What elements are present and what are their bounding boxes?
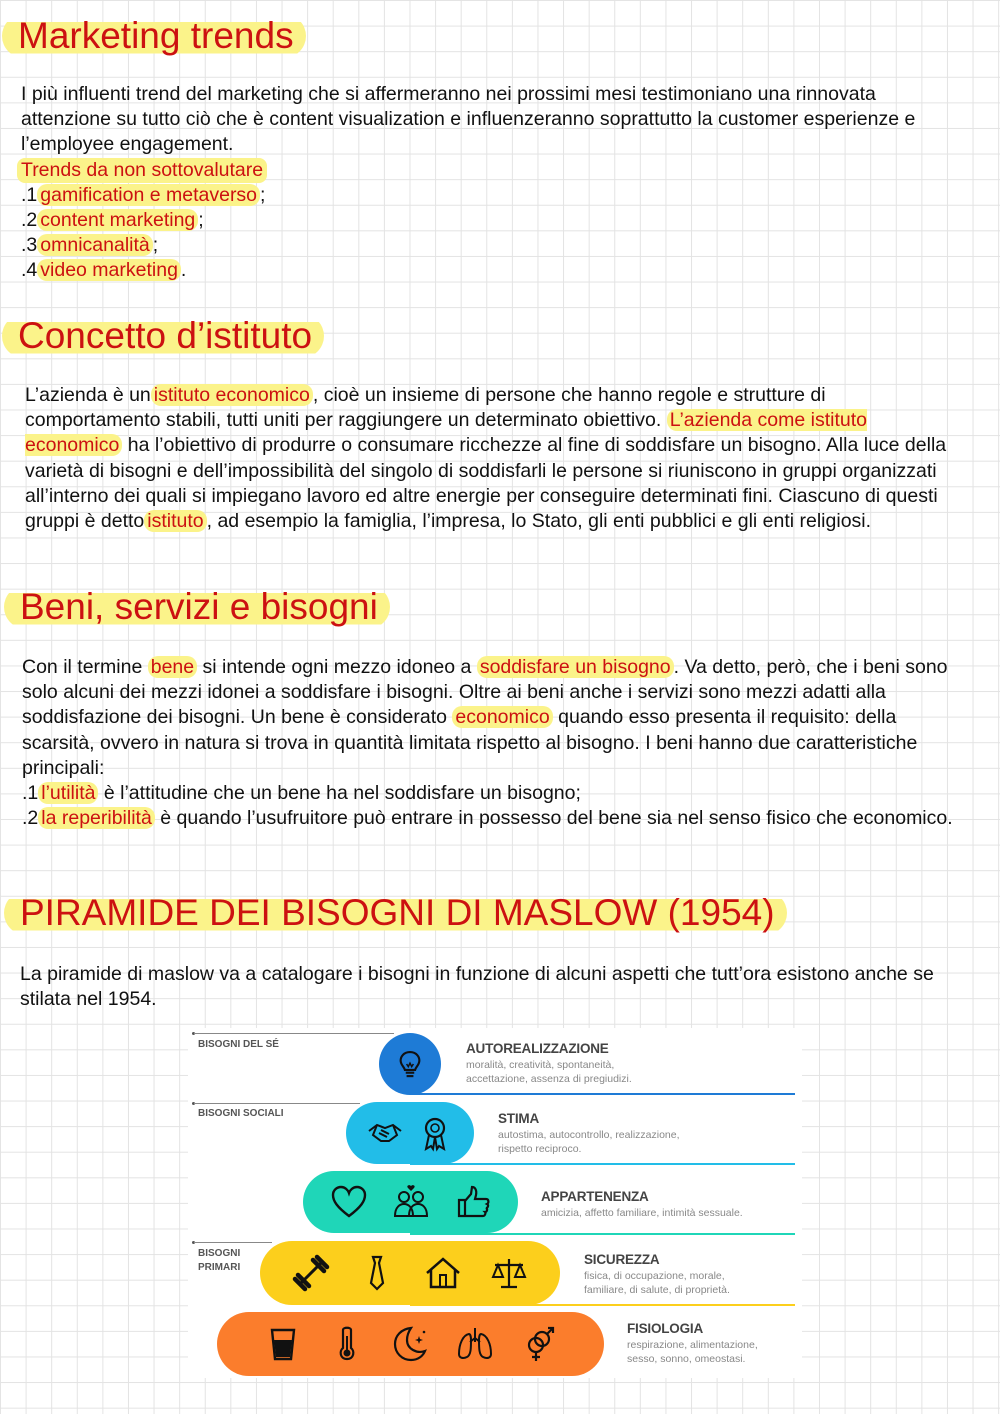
tier-appartenenza [303,1171,518,1233]
thermometer-icon [327,1324,367,1364]
list-item: .1 l’utilità è l’attitudine che un bene ha nel soddisfare un bisogno; [22,782,581,805]
heart-icon [329,1182,369,1222]
highlight-term: bene [148,656,197,678]
tier-title: FISIOLOGIA [627,1321,704,1336]
concetto-istituto-body: L’azienda è un istituto economico , cioè un insieme di persone che hanno regole e strutture di comportamento stabili, tutti uniti per raggiungere un determinato obiettivo. L’azienda come istituto economico ha l’obiettivo di produrre o consumare ricchezze al fine di soddisfare un bisogno. Alla luce della varietà di bisogni e dell’impossibilità del singolo di soddisfarli le persone si riuniscono in gruppi organizzati all’interno dei quali si impiegano lavoro ed altre energie per conseguire determinati fini. Ciascuno di questi gruppi è detto istituto , ad esempio la famiglia, l’impresa, lo Stato, gli enti pubblici e gli enti religiosi. [25,384,947,533]
list-item: .1 gamification e metaverso ; [21,183,266,206]
highlight-term: L’azienda come istituto economico [25,409,867,457]
tier-desc: familiare, di salute, di proprietà. [584,1284,730,1296]
section-title-marketing-trends: Marketing trends [2,14,306,58]
marketing-trends-intro: I più influenti trend del marketing che si affermeranno nei prossimi mesi testimoniano una rinnovata attenzione su tutto ciò che è content visualization e influenzeranno soprattutto la customer esperienze e l’employee engagement. [21,83,916,156]
trends-subheading: Trends da non sottovalutare [17,158,267,183]
tier-desc: accettazione, assenza di pregiudizi. [466,1073,632,1085]
tier-desc: fisica, di occupazione, morale, [584,1270,725,1282]
tier-desc: respirazione, alimentazione, [627,1339,758,1351]
list-item: .3 omnicanalità ; [21,234,159,257]
tier-desc: autostima, autocontrollo, realizzazione, [498,1129,680,1141]
tier-desc: rispetto reciproco. [498,1143,582,1155]
tier-desc: sesso, sonno, omeostasi. [627,1353,746,1365]
tier-title: SICUREZZA [584,1252,660,1267]
family-icon [391,1182,431,1222]
handshake-icon [365,1113,405,1153]
highlight-term: soddisfare un bisogno [477,656,674,678]
thumbs-up-icon [453,1182,493,1222]
highlight-term: economico [452,706,552,728]
tier-sicurezza [260,1241,560,1305]
list-item: .2 content marketing ; [21,209,204,232]
highlight-term: istituto economico [151,384,313,406]
moon-stars-icon [391,1324,431,1364]
section-title-maslow: PIRAMIDE DEI BISOGNI DI MASLOW (1954) [4,891,787,935]
category-label-self: BISOGNI DEL SÉ [198,1039,279,1050]
marketing-trends-body [21,82,961,284]
gender-icon [519,1324,559,1364]
glass-icon [263,1324,303,1364]
lightbulb-icon [393,1047,427,1081]
tier-title: AUTOREALIZZAZIONE [466,1041,609,1056]
section-title-beni-servizi: Beni, servizi e bisogni [4,585,390,629]
tie-icon [357,1253,397,1293]
award-icon [415,1113,455,1153]
maslow-pyramid [188,1028,802,1378]
list-item: .4 video marketing . [21,259,187,282]
house-icon [423,1253,463,1293]
tier-autorealizzazione [379,1033,441,1095]
tier-desc: amicizia, affetto familiare, intimità sessuale. [541,1207,743,1219]
scales-icon [489,1253,529,1293]
beni-servizi-body: Con il termine bene si intende ogni mezzo idoneo a soddisfare un bisogno . Va detto, però, che i beni sono solo alcuni dei mezzi idonei a soddisfare i bisogni. Oltre ai beni anche i servizi sono mezzi adatti alla soddisfazione dei bisogni. Un bene è considerato economico quando esso presenta il requisito: della scarsità, ovvero in natura si trova in quantità limitata rispetto al bisogno. I beni hanno due caratteristiche principali: .1 l’utilità è l’attitudine che un bene ha nel soddisfare un bisogno; .2 la reperibilità è quando l’usufruitore può entrare in possesso del bene sia nel senso fisico che economico. [22,655,967,831]
tier-title: APPARTENENZA [541,1189,649,1204]
category-label-primary: BISOGNI PRIMARI [198,1248,241,1273]
lungs-icon [455,1324,495,1364]
dumbbell-icon [291,1253,331,1293]
tier-title: STIMA [498,1111,539,1126]
tier-stima [346,1102,474,1164]
maslow-intro: La piramide di maslow va a catalogare i bisogni in funzione di alcuni aspetti che tutt’ora esistono anche se stilata nel 1954. [20,963,934,1011]
tier-fisiologia [217,1312,604,1376]
highlight-term: istituto [144,510,206,532]
tier-desc: moralità, creatività, spontaneità, [466,1059,615,1071]
list-item: .2 la reperibilità è quando l’usufruitore può entrare in possesso del bene sia nel senso fisico che economico. [22,807,953,830]
section-title-concetto-istituto: Concetto d’istituto [2,314,324,358]
category-label-social: BISOGNI SOCIALI [198,1108,284,1119]
